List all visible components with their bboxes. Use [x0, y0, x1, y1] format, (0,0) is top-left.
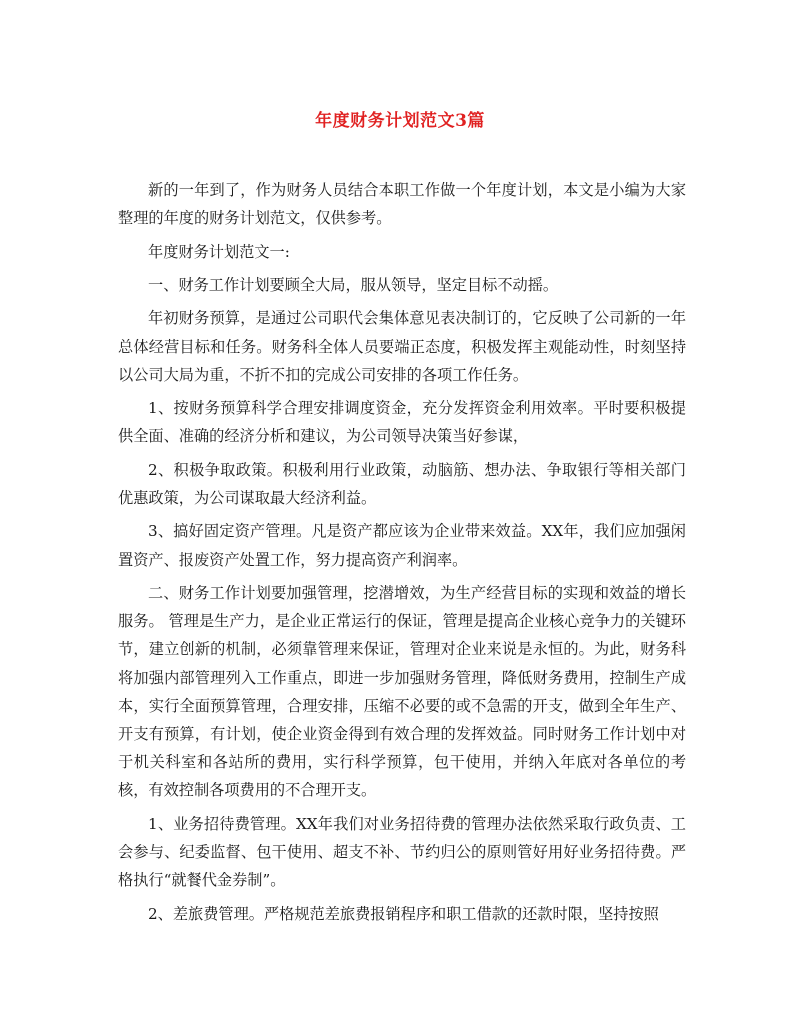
paragraph-item-1-funds: 1、按财务预算科学合理安排调度资金，充分发挥资金利用效率。平时要积极提供全面、准确的经济分析和建议，为公司领导决策当好参谋， — [118, 399, 686, 446]
document-title: 年度财务计划范文3篇 — [315, 111, 485, 131]
paragraph-item-1-hospitality: 1、业务招待费管理。XX年我们对业务招待费的管理办法依然采取行政负责、工会参与、纪委监督、包干使用、超支不补、节约归公的原则管好用好业务招待费。严格执行“就餐代金券制”。 — [118, 814, 686, 890]
paragraph-item-2-travel: 2、差旅费管理。严格规范差旅费报销程序和职工借款的还款时限，坚持按照 — [148, 904, 659, 923]
paragraph-section-one-heading: 一、财务工作计划要顾全大局，服从领导，坚定目标不动摇。 — [148, 275, 559, 294]
paragraph-budget: 年初财务预算，是通过公司职代会集体意见表决制订的，它反映了公司新的一年总体经营目标和任务。财务科全体人员要端正态度，积极发挥主观能动性，时刻坚持以公司大局为重，不折不扣的完成公司安排的各项工作任务。 — [118, 309, 686, 384]
paragraph-item-2-policy: 2、积极争取政策。积极利用行业政策，动脑筋、想办法、争取银行等相关部门优惠政策，为公司谋取最大经济利益。 — [118, 460, 686, 507]
paragraph-intro: 新的一年到了，作为财务人员结合本职工作做一个年度计划，本文是小编为大家整理的年度的财务计划范文，仅供参考。 — [118, 181, 686, 228]
paragraph-section-two: 二、财务工作计划要加强管理，挖潜增效，为生产经营目标的实现和效益的增长服务。 管理是生产力，是企业正常运行的保证，管理是提高企业核心竞争力的关键环节，建立创新的机制，必须靠管理来保证，管理对企业来说是永恒的。为此，财务科将加强内部管理列入工作重点，即进一步加强财务管理，降低财务费用，控制生产成本，实行全面预算管理，合理安排，压缩不必要的或不急需的开支，做到全年生产、开支有预算，有计划，使企业资金得到有效合理的发挥效益。同时财务工作计划中对于机关科室和各站所的费用，实行科学预算，包干使用，并纳入年底对各单位的考核，有效控制各项费用的不合理开支。 — [118, 583, 686, 800]
paragraph-sample-one-heading: 年度财务计划范文一: — [148, 242, 290, 261]
paragraph-item-3-assets: 3、搞好固定资产管理。凡是资产都应该为企业带来效益。XX年，我们应加强闲置资产、报废资产处置工作，努力提高资产利润率。 — [118, 522, 686, 569]
document-body — [118, 176, 686, 933]
